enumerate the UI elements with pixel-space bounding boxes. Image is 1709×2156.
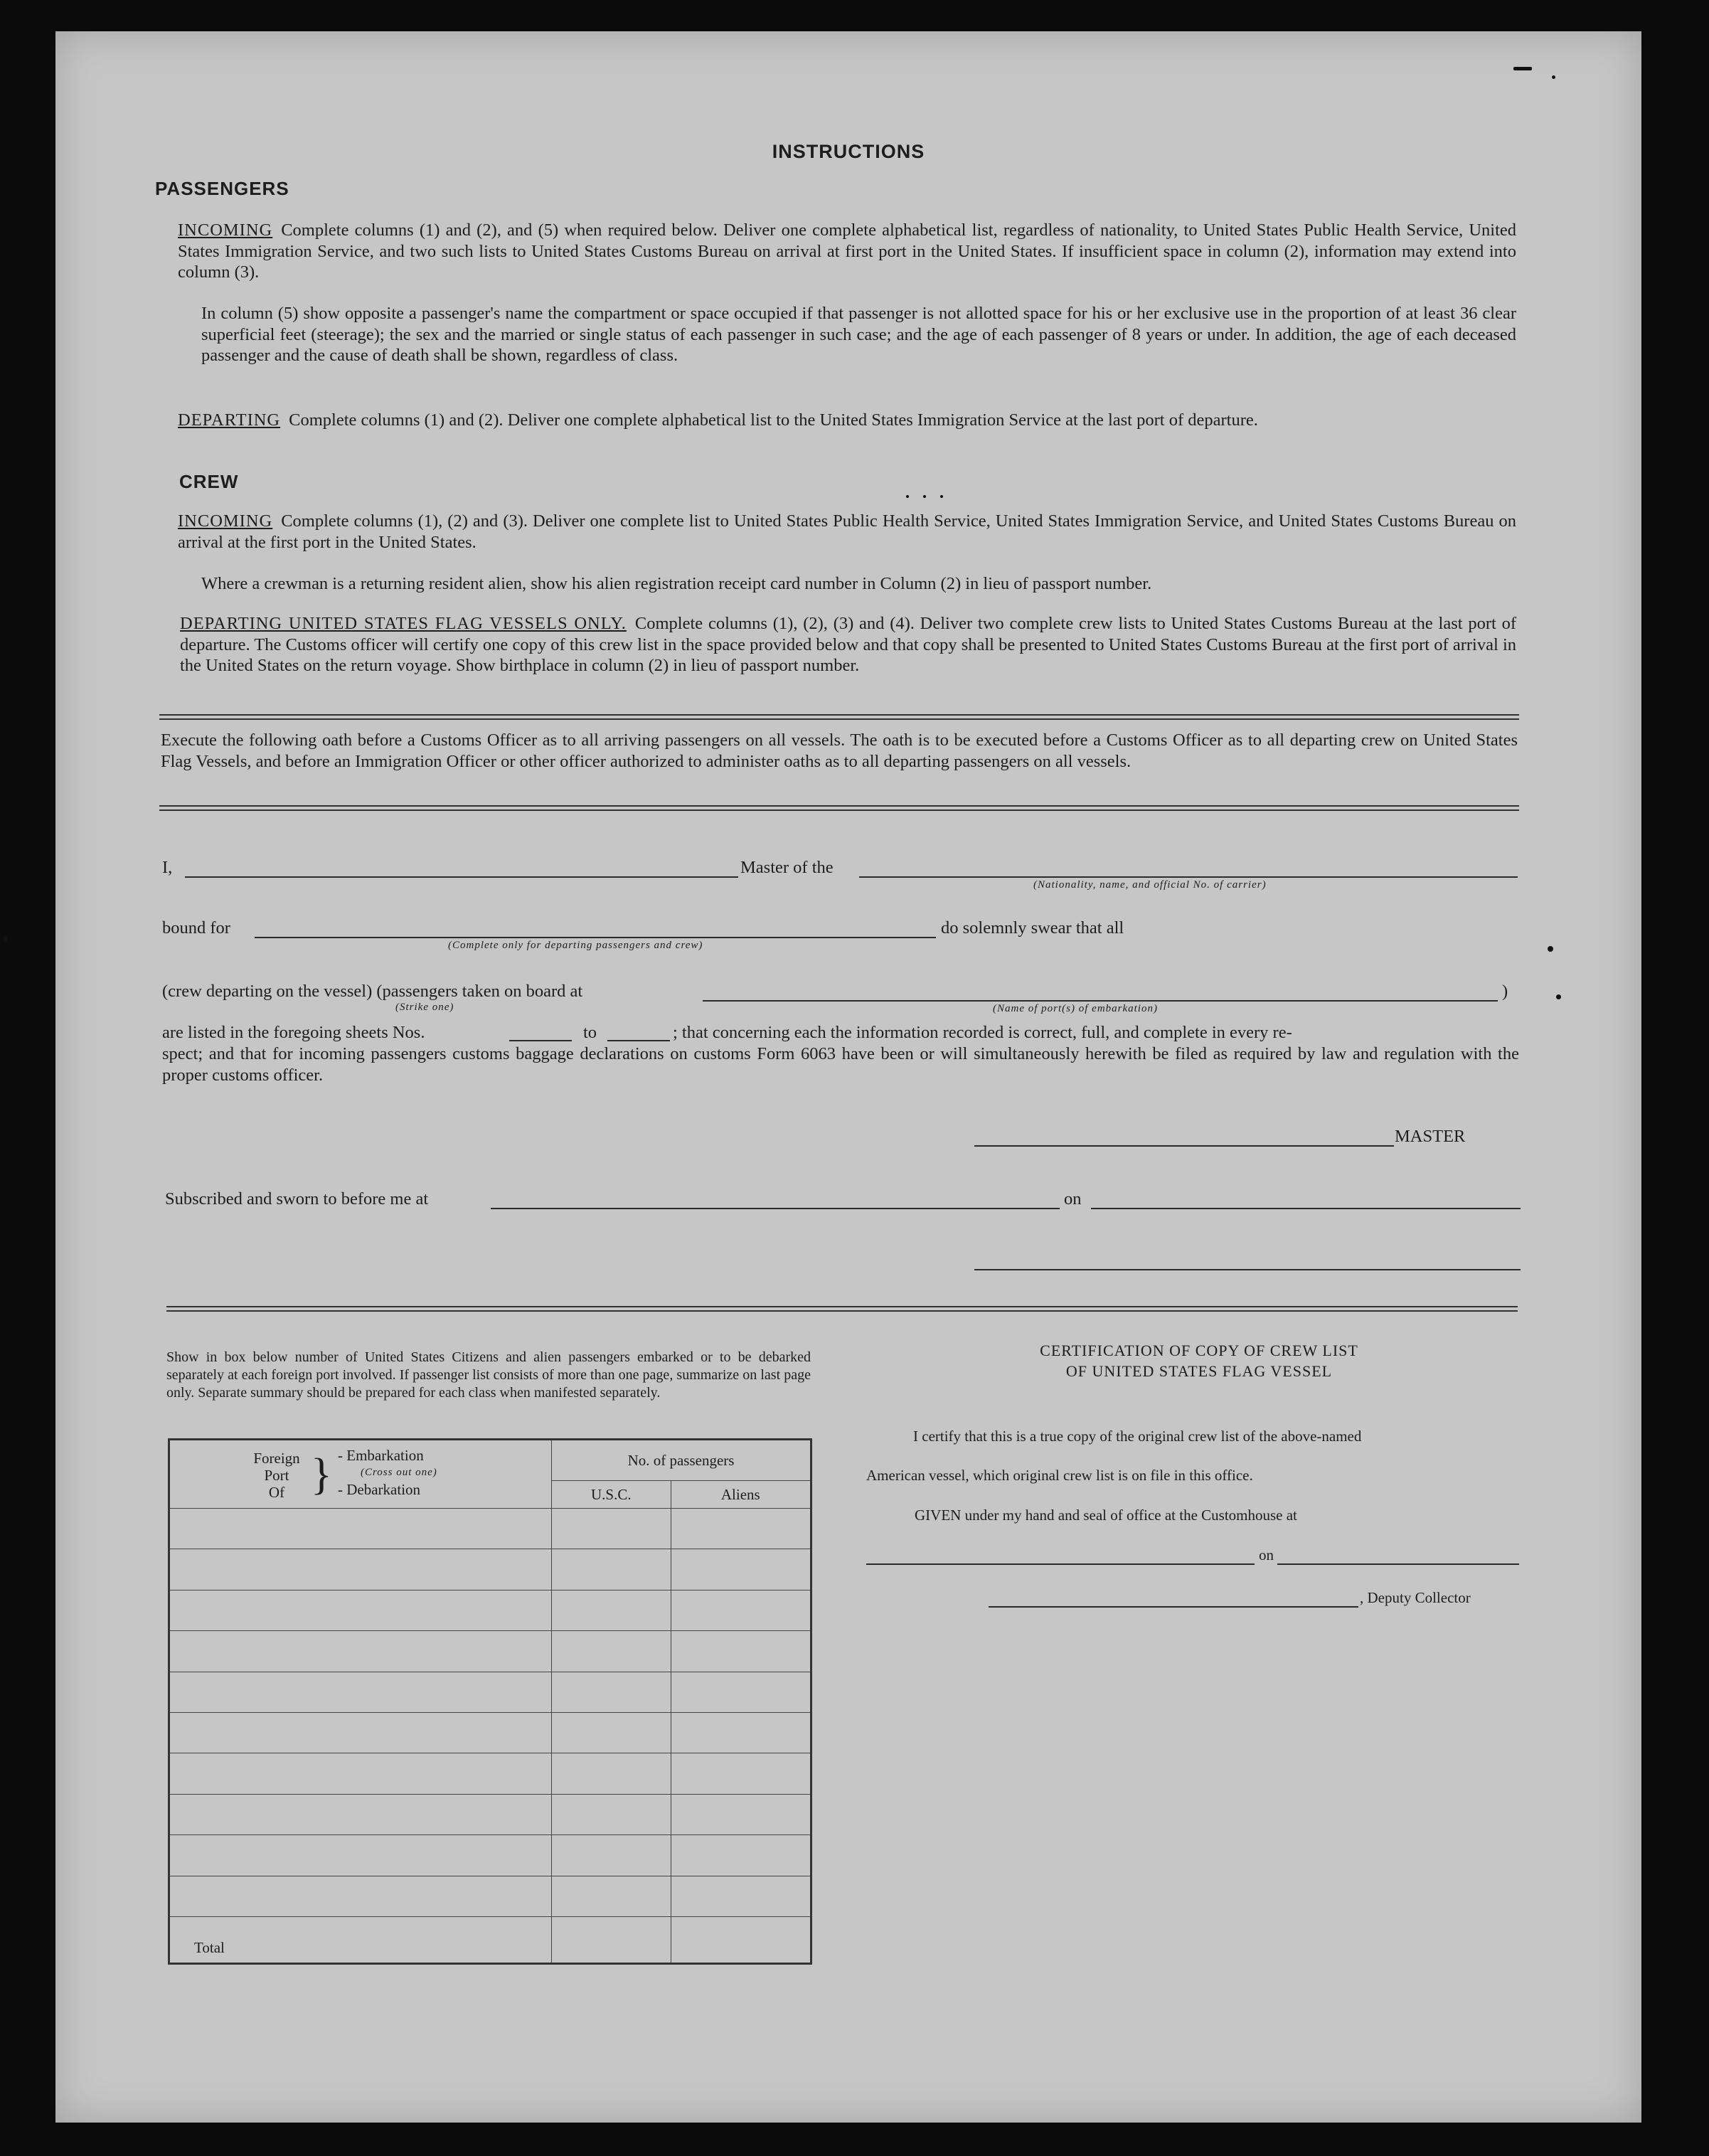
table-row xyxy=(169,1876,811,1916)
scan-speck xyxy=(1552,75,1555,79)
oath-i-label: I, xyxy=(162,858,173,877)
passengers-incoming-paragraph xyxy=(178,220,1516,283)
listed-text-rest: spect; and that for incoming passengers customs baggage declarations on customs Form 6063 have been or will simultaneously herewith be filed as required by law and regulation with the proper customs officer. xyxy=(162,1044,1519,1085)
scan-speck xyxy=(940,495,943,498)
crew-incoming-label: INCOMING xyxy=(178,511,273,531)
bound-for-label: bound for xyxy=(162,918,230,938)
passengers-heading: PASSENGERS xyxy=(155,178,289,199)
bound-for-field[interactable] xyxy=(255,937,936,938)
listed-text-b: ; that concerning each the information recorded is correct, full, and complete in every re- xyxy=(673,1023,1292,1042)
aliens-header: Aliens xyxy=(671,1481,811,1509)
subscribed-label: Subscribed and sworn to before me at xyxy=(165,1189,429,1209)
page-title: INSTRUCTIONS xyxy=(772,141,925,162)
crew-heading: CREW xyxy=(179,471,239,492)
sworn-place-field[interactable] xyxy=(491,1208,1060,1209)
master-name-field[interactable] xyxy=(185,876,738,878)
table-row xyxy=(169,1835,811,1876)
summary-instructions: Show in box below number of United States Citizens and alien passengers embarked or to be debarked separately at each foreign port involved. If passenger list consists of more than one page, summarize on last page only. Separate summary should be prepared for each class when manifested separately. xyxy=(166,1349,811,1401)
given-line: GIVEN under my hand and seal of office at the Customhouse at xyxy=(915,1507,1297,1524)
customhouse-field[interactable] xyxy=(866,1563,1255,1565)
deputy-collector-label: , Deputy Collector xyxy=(1360,1589,1471,1606)
crew-resident-paragraph: Where a crewman is a returning resident alien, show his alien registration receipt card number in Column (2) in lieu of passport number. xyxy=(201,574,1152,593)
certification-date-field[interactable] xyxy=(1277,1563,1519,1565)
scan-speck xyxy=(906,495,909,498)
listed-to-label: to xyxy=(583,1023,597,1042)
bound-for-caption: (Complete only for departing passengers and crew) xyxy=(448,940,703,951)
close-paren: ) xyxy=(1502,982,1508,1001)
crew-incoming-text: Complete columns (1), (2) and (3). Deliver one complete list to United States Public Health Service, United States Immigration Service, and United States Customs Bureau on arrival at the first port in the United States. xyxy=(178,511,1516,552)
table-row xyxy=(169,1712,811,1753)
divider xyxy=(159,714,1519,720)
embarkation-label: - Embarkation xyxy=(338,1446,424,1464)
certify-line-1: I certify that this is a true copy of the original crew list of the above-named xyxy=(913,1428,1362,1445)
deputy-collector-signature-field[interactable] xyxy=(989,1606,1358,1608)
total-row xyxy=(169,1916,811,1963)
carrier-caption: (Nationality, name, and official No. of carrier) xyxy=(1033,879,1267,891)
certification-title-1: CERTIFICATION OF COPY OF CREW LIST xyxy=(1040,1342,1358,1359)
scan-speck xyxy=(1513,67,1532,70)
master-label: MASTER xyxy=(1395,1127,1466,1146)
passengers-column5-paragraph: In column (5) show opposite a passenger's name the compartment or space occupied if that passenger is not allotted space for his or her exclusive use in the proportion of at least 36 clear superficial feet (steerage); the sex and the married or single status of each passenger in such case; and the age of each passenger of 8 years or under. In addition, the age of each deceased passenger and the cause of death shall be shown, regardless of class. xyxy=(201,304,1516,365)
certify-line-2: American vessel, which original crew list is on file in this office. xyxy=(866,1467,1253,1484)
table-row xyxy=(169,1794,811,1834)
passengers-departing-label: DEPARTING xyxy=(178,410,281,430)
table-row xyxy=(169,1753,811,1794)
crew-departing-text: Complete columns (1), (2), (3) and (4). Deliver two complete crew lists to United States Customs Bureau at the last port of departure. The Customs officer will certify one copy of this crew list in the space provided below and that copy shall be presented to United States Customs Bureau at the first port of arrival in the United States on the return voyage. Show birthplace in column (2) in lieu of passport number. xyxy=(180,614,1516,675)
crew-incoming-paragraph xyxy=(178,511,1516,553)
usc-header: U.S.C. xyxy=(552,1481,671,1509)
table-row xyxy=(169,1631,811,1672)
strike-caption: (Strike one) xyxy=(395,1002,454,1013)
carrier-field[interactable] xyxy=(859,876,1518,878)
scan-speck xyxy=(1548,946,1553,952)
sheet-from-field[interactable] xyxy=(509,1040,572,1041)
certification-on-label: on xyxy=(1259,1546,1274,1563)
foreign-port-of-label: Foreign Port Of xyxy=(253,1449,300,1501)
crew-departing-label: DEPARTING UNITED STATES FLAG VESSELS ONLY. xyxy=(180,614,627,633)
table-row xyxy=(169,1590,811,1630)
scan-speck xyxy=(923,495,926,498)
officer-signature-field[interactable] xyxy=(974,1269,1521,1270)
master-of-label: Master of the xyxy=(740,858,834,877)
certification-title-2: OF UNITED STATES FLAG VESSEL xyxy=(1065,1362,1333,1380)
brace-icon: } xyxy=(311,1450,332,1499)
sheet-to-field[interactable] xyxy=(607,1040,670,1041)
scan-speck xyxy=(3,936,8,942)
swear-text: do solemnly swear that all xyxy=(941,918,1124,938)
table-row xyxy=(169,1509,811,1549)
cross-out-caption: (Cross out one) xyxy=(361,1466,437,1478)
master-signature-field[interactable] xyxy=(974,1145,1394,1147)
embarkation-port-field[interactable] xyxy=(703,1000,1498,1002)
divider xyxy=(159,805,1519,811)
no-passengers-header: No. of passengers xyxy=(552,1440,811,1481)
strike-text: (crew departing on the vessel) (passengers taken on board at xyxy=(162,982,583,1001)
sworn-date-field[interactable] xyxy=(1091,1208,1521,1209)
port-header-cell xyxy=(169,1440,552,1509)
scan-speck xyxy=(1556,994,1561,999)
crew-departing-paragraph xyxy=(180,613,1516,676)
table-row xyxy=(169,1549,811,1590)
passengers-departing-text: Complete columns (1) and (2). Deliver one complete alphabetical list to the United States Immigration Service at the last port of departure. xyxy=(289,410,1258,430)
form-page xyxy=(55,31,1641,2123)
passengers-incoming-label: INCOMING xyxy=(178,221,273,240)
passengers-incoming-text: Complete columns (1) and (2), and (5) when required below. Deliver one complete alphabetical list, regardless of nationality, to United States Public Health Service, United States Immigration Service, and two such lists to United States Customs Bureau on arrival at first port in the United States. If insufficient space in column (2), information may extend into column (3). xyxy=(178,221,1516,282)
total-label: Total xyxy=(169,1916,552,1963)
divider xyxy=(166,1306,1518,1312)
listed-text-a: are listed in the foregoing sheets Nos. xyxy=(162,1023,425,1042)
port-summary-table xyxy=(168,1438,812,1965)
sworn-on-label: on xyxy=(1064,1189,1082,1209)
debarkation-label: - Debarkation xyxy=(338,1480,421,1498)
passengers-departing-paragraph xyxy=(178,410,1516,431)
oath-intro: Execute the following oath before a Customs Officer as to all arriving passengers on all vessels. The oath is to be executed before a Customs Officer as to all departing crew on United States Flag Vessels, and before an Immigration Officer or other officer authorized to administer oaths as to all departing passengers on all vessels. xyxy=(161,731,1518,771)
port-caption: (Name of port(s) of embarkation) xyxy=(993,1003,1158,1014)
table-row xyxy=(169,1672,811,1712)
